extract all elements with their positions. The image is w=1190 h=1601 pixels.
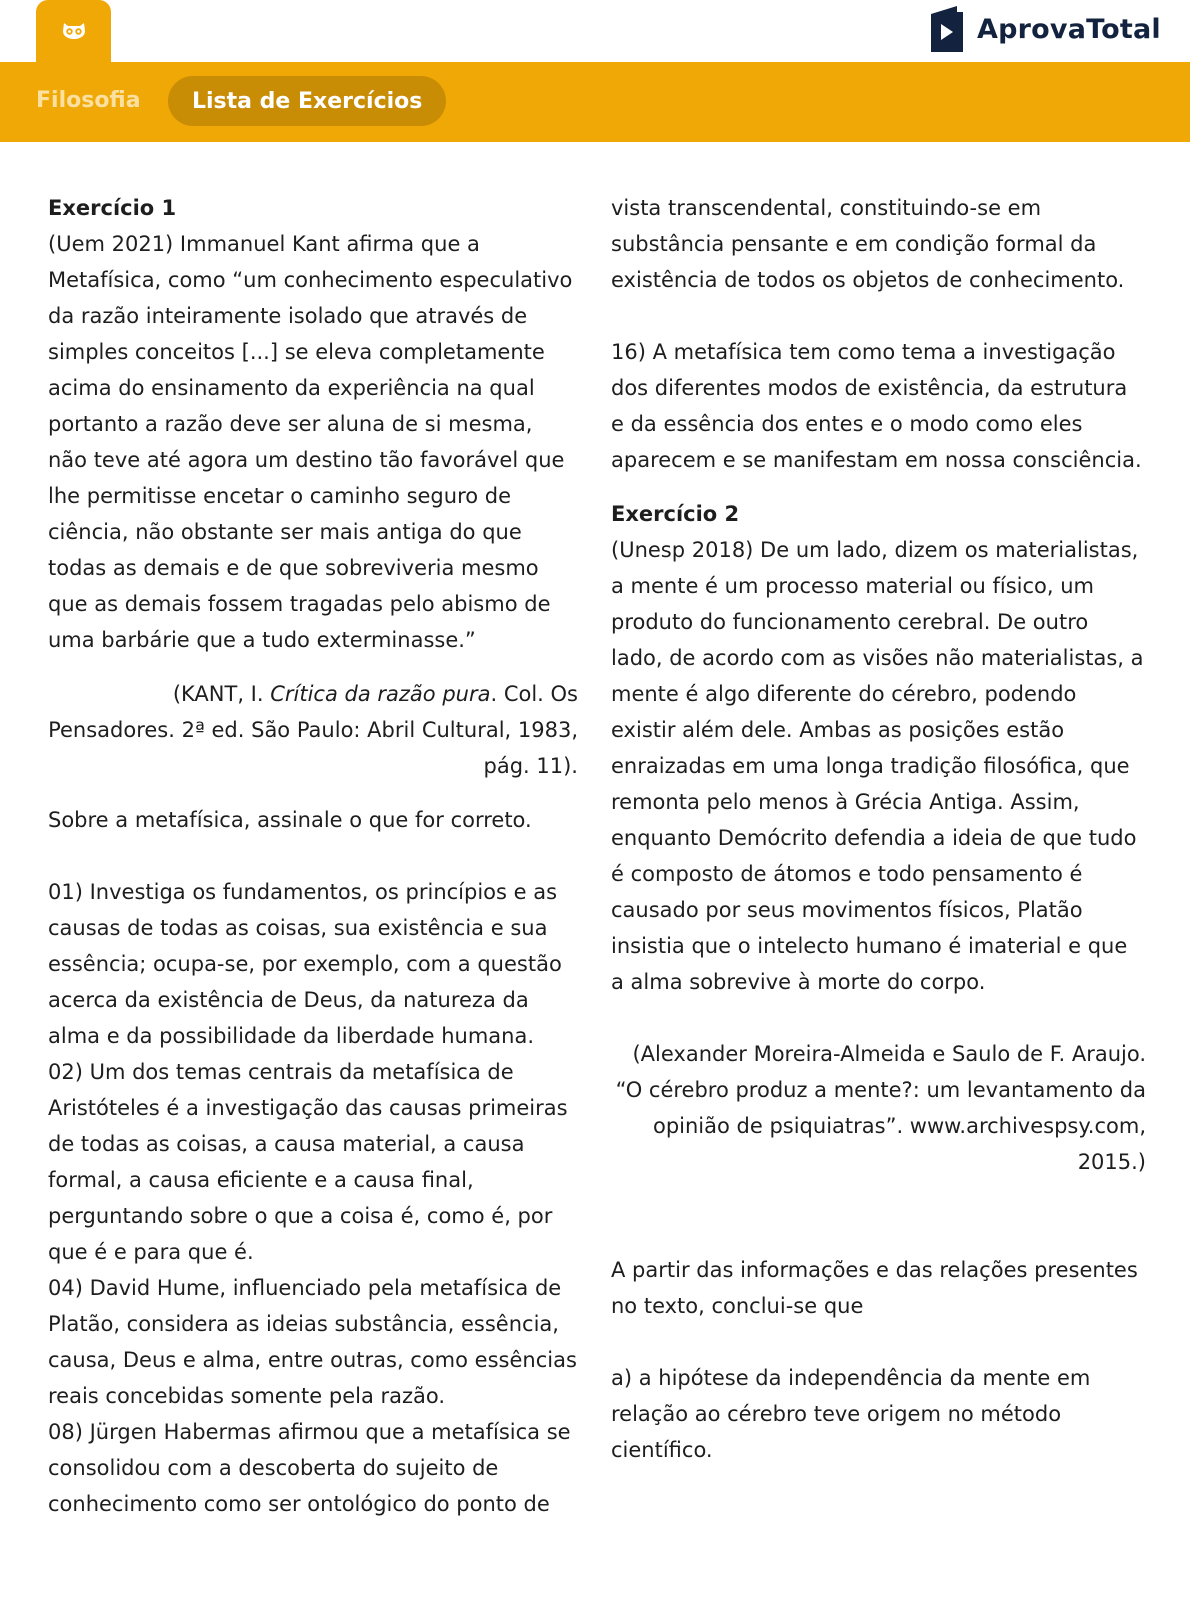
exercise-2-citation: (Alexander Moreira-Almeida e Saulo de F. Araujo. “O cérebro produz a mente?: um levantamento da opinião de psiquiatras”. www.archivespsy.com, 2015.) xyxy=(615,1042,1146,1174)
option-04: 04) David Hume, influenciado pela metafísica de Platão, considera as ideias substância, essência, causa, Deus e alma, entre outras, como essências reais concebidas somente pela razão. xyxy=(48,1276,577,1408)
citation-suffix: . Col. Os Pensadores. 2ª ed. São Paulo: Abril Cultural, 1983, pág. 11). xyxy=(48,682,578,778)
right-column xyxy=(611,190,1146,1468)
exercise-2-question: A partir das informações e das relações presentes no texto, conclui-se que xyxy=(611,1258,1138,1318)
option-08-continued: vista transcendental, constituindo-se em substância pensante e em condição formal da existência de todos os objetos de conhecimento. xyxy=(611,196,1125,292)
brand-logo[interactable] xyxy=(929,4,1161,54)
subject-label: Filosofia xyxy=(36,88,141,113)
exercise-1-citation xyxy=(48,676,578,784)
option-02: 02) Um dos temas centrais da metafísica de Aristóteles é a investigação das causas primeiras de todas as coisas, a causa material, a causa formal, a causa eficiente e a causa final, perguntando sobre o que a coisa é, como é, por que é e para que é. xyxy=(48,1060,568,1264)
option-a: a) a hipótese da independência da mente em relação ao cérebro teve origem no método científico. xyxy=(611,1366,1091,1462)
exercise-2-title: Exercício 2 xyxy=(611,502,740,526)
citation-prefix: (KANT, I. xyxy=(172,682,271,706)
book-icon xyxy=(929,4,965,54)
exercise-1-title: Exercício 1 xyxy=(48,196,177,220)
header-band xyxy=(0,62,1190,142)
option-01: 01) Investiga os fundamentos, os princípios e as causas de todas as coisas, sua existência e sua essência; ocupa-se, por exemplo, com a questão acerca da existência de Deus, da natureza da alma e da possibilidade da liberdade humana. xyxy=(48,880,562,1048)
option-16: 16) A metafísica tem como tema a investigação dos diferentes modos de existência, da estrutura e da essência dos entes e o modo como eles aparecem e se manifestam em nossa consciência. xyxy=(611,340,1142,472)
exercise-1-question: Sobre a metafísica, assinale o que for correto. xyxy=(48,808,532,832)
section-pill[interactable]: Lista de Exercícios xyxy=(168,76,446,126)
exercise-1-text: (Uem 2021) Immanuel Kant afirma que a Metafísica, como “um conhecimento especulativo da razão inteiramente isolado que através de simples conceitos [...] se eleva completamente acima do ensinamento da experiência na qual portanto a razão deve ser aluna de si mesma, não teve até agora um destino tão favorável que lhe permitisse encetar o caminho seguro de ciência, não obstante ser mais antiga do que todas as demais e de que sobreviveria mesmo que as demais fossem tragadas pelo abismo de uma barbárie que a tudo exterminasse.” xyxy=(48,232,573,652)
option-08: 08) Jürgen Habermas afirmou que a metafísica se consolidou com a descoberta do sujeito de conhecimento como ser ontológico do ponto de xyxy=(48,1420,571,1516)
left-column xyxy=(48,190,578,1522)
owl-tab[interactable] xyxy=(36,0,111,62)
citation-title: Crítica da razão pura xyxy=(270,682,491,706)
brand-name: AprovaTotal xyxy=(977,13,1161,45)
owl-icon xyxy=(61,22,87,40)
exercise-2-text: (Unesp 2018) De um lado, dizem os materialistas, a mente é um processo material ou físico, um produto do funcionamento cerebral. De outro lado, de acordo com as visões não materialistas, a mente é algo diferente do cérebro, podendo existir além dele. Ambas as posições estão enraizadas em uma longa tradição filosófica, que remonta pelo menos à Grécia Antiga. Assim, enquanto Demócrito defendia a ideia de que tudo é composto de átomos e todo pensamento é causado por seus movimentos físicos, Platão insistia que o intelecto humano é imaterial e que a alma sobrevive à morte do corpo. xyxy=(611,538,1144,994)
